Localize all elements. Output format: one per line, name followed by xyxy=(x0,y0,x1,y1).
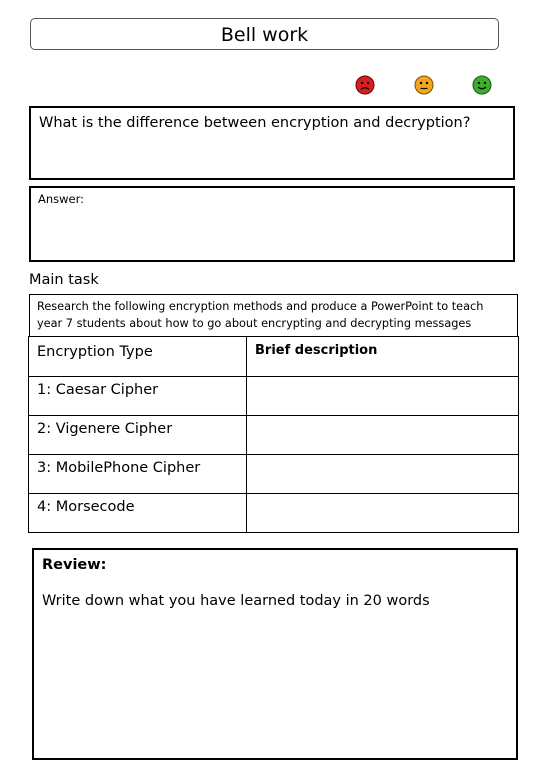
encryption-table xyxy=(28,336,519,533)
encryption-type-cell: 4: Morsecode xyxy=(29,494,247,533)
encryption-type-cell: 2: Vigenere Cipher xyxy=(29,416,247,455)
main-task-heading: Main task xyxy=(29,272,99,288)
description-cell[interactable] xyxy=(247,494,519,533)
review-prompt: Write down what you have learned today in 20 words xyxy=(42,593,430,609)
column-header-encryption-type: Encryption Type xyxy=(29,337,247,377)
review-heading: Review: xyxy=(42,557,107,573)
description-cell[interactable] xyxy=(247,416,519,455)
encryption-type-cell: 3: MobilePhone Cipher xyxy=(29,455,247,494)
neutral-face-icon[interactable] xyxy=(414,75,434,95)
review-box[interactable] xyxy=(32,548,518,760)
table-row xyxy=(29,455,519,494)
table-row xyxy=(29,377,519,416)
table-row xyxy=(29,416,519,455)
bell-work-question: What is the difference between encryption and decryption? xyxy=(39,115,471,131)
answer-label: Answer: xyxy=(38,192,85,206)
column-header-brief-description: Brief description xyxy=(247,337,519,377)
description-cell[interactable] xyxy=(247,455,519,494)
sad-face-icon[interactable] xyxy=(355,75,375,95)
table-header-row xyxy=(29,337,519,377)
page-title: Bell work xyxy=(30,18,499,50)
happy-face-icon[interactable] xyxy=(472,75,492,95)
bell-work-question-box xyxy=(29,106,515,180)
table-row xyxy=(29,494,519,533)
main-task-instructions: Research the following encryption methods and produce a PowerPoint to teach year 7 students about how to go about encrypting and decrypting messages xyxy=(29,294,518,337)
encryption-type-cell: 1: Caesar Cipher xyxy=(29,377,247,416)
description-cell[interactable] xyxy=(247,377,519,416)
answer-box[interactable] xyxy=(29,186,515,262)
